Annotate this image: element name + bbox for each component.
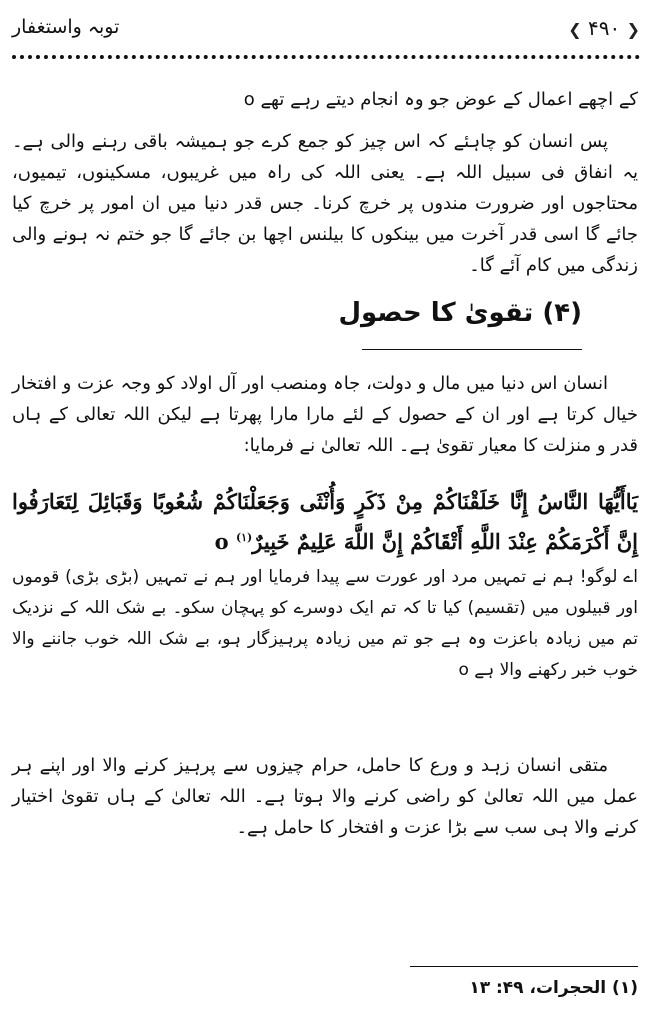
- paragraph-2: [12, 126, 638, 281]
- section-heading: (۴) تقویٰ کا حصول: [338, 298, 582, 328]
- header-dotted-rule: [12, 55, 640, 59]
- quran-verse: [12, 484, 638, 560]
- paragraph-1: [12, 84, 638, 115]
- quran-verse-text: يَاأَيُّهَا النَّاسُ إِنَّا خَلَقْنَاكُمْ مِنْ ذَكَرٍ وَأُنْثَى وَجَعَلْنَاكُمْ شُعُوبًا وَقَبَائِلَ لِتَعَارَفُوا إِنَّ أَكْرَمَكُمْ عِنْدَ اللَّهِ أَتْقَاكُمْ إِنَّ اللَّهَ عَلِيمٌ خَبِيرٌo: [12, 489, 638, 554]
- footnote-rule: [410, 966, 638, 967]
- paragraph-4-text: متقی انسان زہد و ورع کا حامل، حرام چیزوں سے پرہیز کرنے والا اور اپنے ہر عمل میں اللہ تعالیٰ کو راضی کرنے والا ہوتا ہے۔ اللہ تعالیٰ کے ہاں تقویٰ اختیار کرنے والا ہی سب سے بڑا عزت و افتخار کا حامل ہے۔: [12, 755, 638, 838]
- paragraph-1-text: کے اچھے اعمال کے عوض جو وہ انجام دیتے رہے تھے o: [243, 89, 638, 110]
- footnote-reference-marker: (۱): [235, 531, 253, 544]
- page-number: ۴۹۰: [588, 16, 621, 40]
- footnote: (۱) الحجرات، ۴۹: ۱۳: [469, 978, 638, 998]
- ornament-right-icon: ❯: [626, 20, 640, 39]
- verse-translation: اے لوگو! ہم نے تمہیں مرد اور عورت سے پیدا فرمایا اور ہم نے تمہیں (بڑی بڑی) قوموں اور قبیلوں میں (تقسیم) کیا تا کہ تم ایک دوسرے کو پہچان سکو۔ بے شک اللہ کے نزدیک تم میں زیادہ باعزت وہ ہے جو تم میں زیادہ پرہیزگار ہو، بے شک اللہ خوب جاننے والا خوب خبر رکھنے والا ہے o: [12, 567, 638, 680]
- paragraph-4: [12, 750, 638, 843]
- ornament-left-icon: ❮: [568, 20, 582, 39]
- running-title: توبہ واستغفار: [12, 16, 120, 38]
- page-number-block: [568, 16, 640, 40]
- page-header: [12, 10, 640, 50]
- paragraph-3: [12, 368, 638, 461]
- paragraph-2-text: پس انسان کو چاہئے کہ اس چیز کو جمع کرے جو ہمیشہ باقی رہنے والی ہے۔ یہ انفاق فی سبیل اللہ ہے۔ یعنی اللہ کی راہ میں غریبوں، مسکینوں، تیمیوں، محتاجوں اور ضرورت مندوں پر خرچ کرنا۔ جس قدر دنیا میں ان امور پر خرچ کیا جائے گا اسی قدر آخرت میں بینکوں کا بیلنس اچھا بن جائے گا جو ختم نہ ہونے والی زندگی میں کام آئے گا۔: [12, 131, 638, 276]
- paragraph-3-text: انسان اس دنیا میں مال و دولت، جاہ ومنصب اور آل اولاد کو وجہ عزت و افتخار خیال کرتا ہے اور ان کے حصول کے لئے مارا مارا پھرتا ہے لیکن اللہ تعالی کے ہاں قدر و منزلت کا معیار تقویٰ ہے۔ اللہ تعالیٰ نے فرمایا:: [12, 373, 638, 456]
- section-heading-underline: [362, 349, 582, 350]
